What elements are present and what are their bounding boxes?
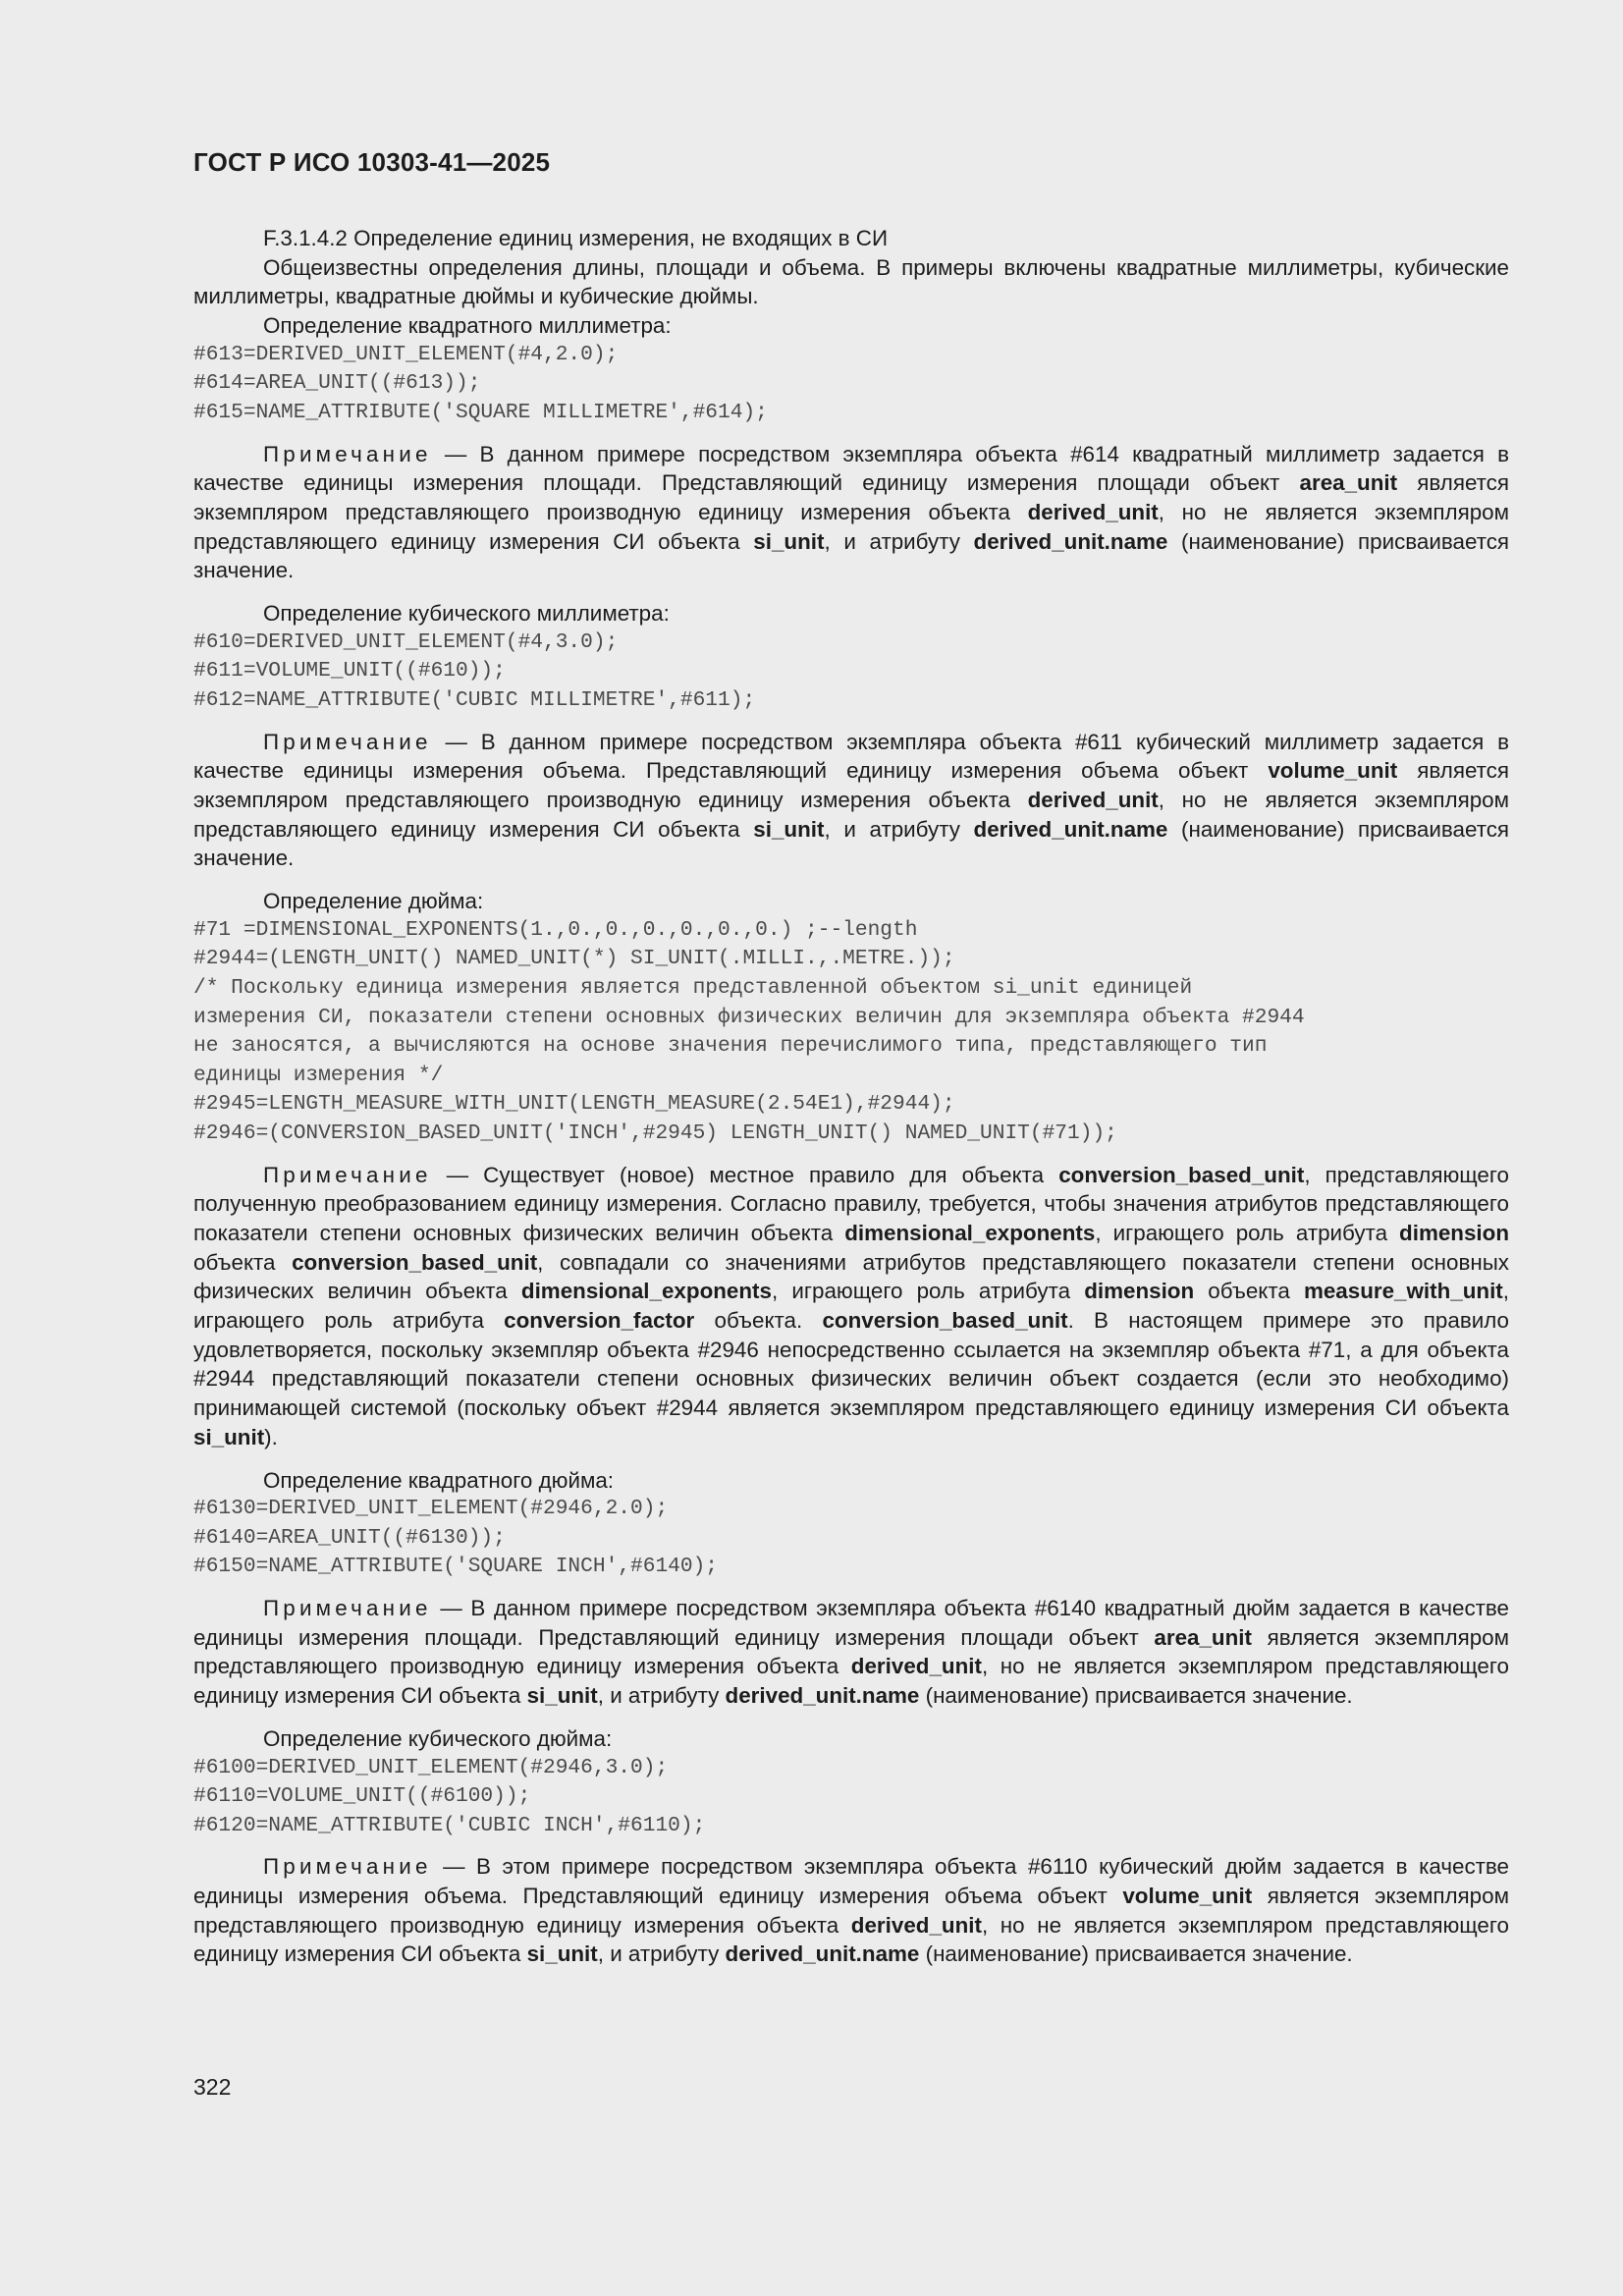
code-comment: /* Поскольку единица измерения является представленной объектом si_unit единицей bbox=[193, 976, 1193, 1000]
block-heading: Определение квадратного дюйма: bbox=[263, 1467, 615, 1493]
note-label: Примечание bbox=[263, 1854, 432, 1880]
code-comment: единицы измерения */ bbox=[193, 1063, 444, 1087]
note-label: Примечание bbox=[263, 1162, 432, 1187]
code-line: #6100=DERIVED_UNIT_ELEMENT(#2946,3.0); bbox=[193, 1755, 669, 1779]
note-paragraph: Примечание — В данном примере посредством экземпляра объекта #6140 квадратный дюйм задается в качестве единицы измерения площади. Представляющий единицу измерения площади объект area_unit является экземпляром представляющего производную единицу измерения объекта derived_unit, но не является экземпляром представляющего единицу измерения СИ объекта si_unit, и атрибуту derived_unit.name (наименование) присваивается значение. bbox=[193, 1596, 1509, 1709]
code-line: #615=NAME_ATTRIBUTE('SQUARE MILLIMETRE',#614); bbox=[193, 401, 768, 424]
code-line: #610=DERIVED_UNIT_ELEMENT(#4,3.0); bbox=[193, 629, 619, 654]
code-line: #2945=LENGTH_MEASURE_WITH_UNIT(LENGTH_MEASURE(2.54E1),#2944); bbox=[193, 1092, 955, 1117]
code-line: #6150=NAME_ATTRIBUTE('SQUARE INCH',#6140); bbox=[193, 1555, 719, 1579]
note-paragraph: Примечание — В данном примере посредством экземпляра объекта #611 кубический миллиметр задается в качестве единицы измерения объема. Представляющий единицу измерения объема объект volume_unit является экземпляром представляющего производную единицу измерения объекта derived_unit, но не является экземпляром представляющего единицу измерения СИ объекта si_unit, и атрибуту derived_unit.name (наименование) присваивается значение. bbox=[193, 729, 1510, 871]
note-paragraph: Примечание — В этом примере посредством экземпляра объекта #6110 кубический дюйм задается в качестве единицы измерения объема. Представляющий единицу измерения объема объект volume_unit является экземпляром представляющего производную единицу измерения объекта derived_unit, но не является экземпляром представляющего единицу измерения СИ объекта si_unit, и атрибуту derived_unit.name (наименование) присваивается значение. bbox=[193, 1854, 1509, 1967]
code-comment: не заносятся, а вычисляются на основе значения перечислимого типа, представляющего тип bbox=[193, 1034, 1268, 1059]
block-heading: Определение кубического миллиметра: bbox=[263, 601, 670, 627]
note-paragraph: Примечание — В данном примере посредством экземпляра объекта #614 квадратный миллиметр задается в качестве единицы измерения площади. Представляющий единицу измерения площади объект area_unit является экземпляром представляющего производную единицу измерения объекта derived_unit, но не является экземпляром представляющего единицу измерения СИ объекта si_unit, и атрибуту derived_unit.name (наименование) присваивается значение. bbox=[193, 441, 1510, 583]
note-paragraph: Примечание — Существует (новое) местное правило для объекта conversion_based_unit, представляющего полученную преобразованием единицу измерения. Согласно правилу, требуется, чтобы значения атрибутов представляющего показатели степени основных физических величин объекта dimensional_exponents, играющего роль атрибута dimension объекта conversion_based_unit, совпадали со значениями атрибутов представляющего показатели степени основных физических величин объекта dimensional_exponents, играющего роль атрибута dimension объекта measure_with_unit, играющего роль атрибута conversion_factor объекта. conversion_based_unit. В настоящем примере это правило удовлетворяется, поскольку экземпляр объекта #2946 непосредственно ссылается на экземпляр объекта #71, а для объекта #2944 представляющий показатели степени основных физических величин объект создается (если это необходимо) принимающей системой (поскольку объект #2944 является экземпляром представляющего единицу измерения СИ объекта si_unit). bbox=[193, 1162, 1510, 1449]
block-heading: Определение квадратного миллиметра: bbox=[263, 313, 672, 339]
page-content bbox=[193, 224, 1509, 1969]
intro-paragraph: Общеизвестны определения длины, площади и объема. В примеры включены квадратные миллиметры, кубические миллиметры, квадратные дюймы и кубические дюймы. bbox=[193, 254, 1509, 309]
code-line: #6110=VOLUME_UNIT((#6100)); bbox=[193, 1784, 531, 1809]
code-comment: измерения СИ, показатели степени основных физических величин для экземпляра объекта #2944 bbox=[193, 1005, 1305, 1029]
section-heading: F.3.1.4.2 Определение единиц измерения, не входящих в СИ bbox=[263, 226, 889, 250]
block-heading: Определение дюйма: bbox=[263, 889, 484, 914]
block-heading: Определение кубического дюйма: bbox=[263, 1725, 613, 1751]
code-line: #6120=NAME_ATTRIBUTE('CUBIC INCH',#6110); bbox=[193, 1813, 706, 1837]
code-line: #6140=AREA_UNIT((#6130)); bbox=[193, 1525, 506, 1550]
document-header: ГОСТ Р ИСО 10303-41—2025 bbox=[193, 147, 551, 177]
code-line: #6130=DERIVED_UNIT_ELEMENT(#2946,2.0); bbox=[193, 1497, 669, 1521]
code-line: #2946=(CONVERSION_BASED_UNIT('INCH',#2945) LENGTH_UNIT() NAMED_UNIT(#71)); bbox=[193, 1121, 1117, 1145]
note-label: Примечание bbox=[263, 1596, 432, 1621]
code-line: #612=NAME_ATTRIBUTE('CUBIC MILLIMETRE',#611); bbox=[193, 688, 756, 712]
page-number: 322 bbox=[193, 2074, 232, 2100]
code-line: #2944=(LENGTH_UNIT() NAMED_UNIT(*) SI_UNIT(.MILLI.,.METRE.)); bbox=[193, 947, 955, 971]
code-line: #71 =DIMENSIONAL_EXPONENTS(1.,0.,0.,0.,0.,0.,0.) ;--length bbox=[193, 917, 918, 942]
note-label: Примечание bbox=[263, 441, 432, 466]
note-label: Примечание bbox=[263, 729, 432, 754]
code-line: #611=VOLUME_UNIT((#610)); bbox=[193, 659, 506, 683]
code-line: #613=DERIVED_UNIT_ELEMENT(#4,2.0); bbox=[193, 342, 619, 366]
code-line: #614=AREA_UNIT((#613)); bbox=[193, 371, 481, 396]
